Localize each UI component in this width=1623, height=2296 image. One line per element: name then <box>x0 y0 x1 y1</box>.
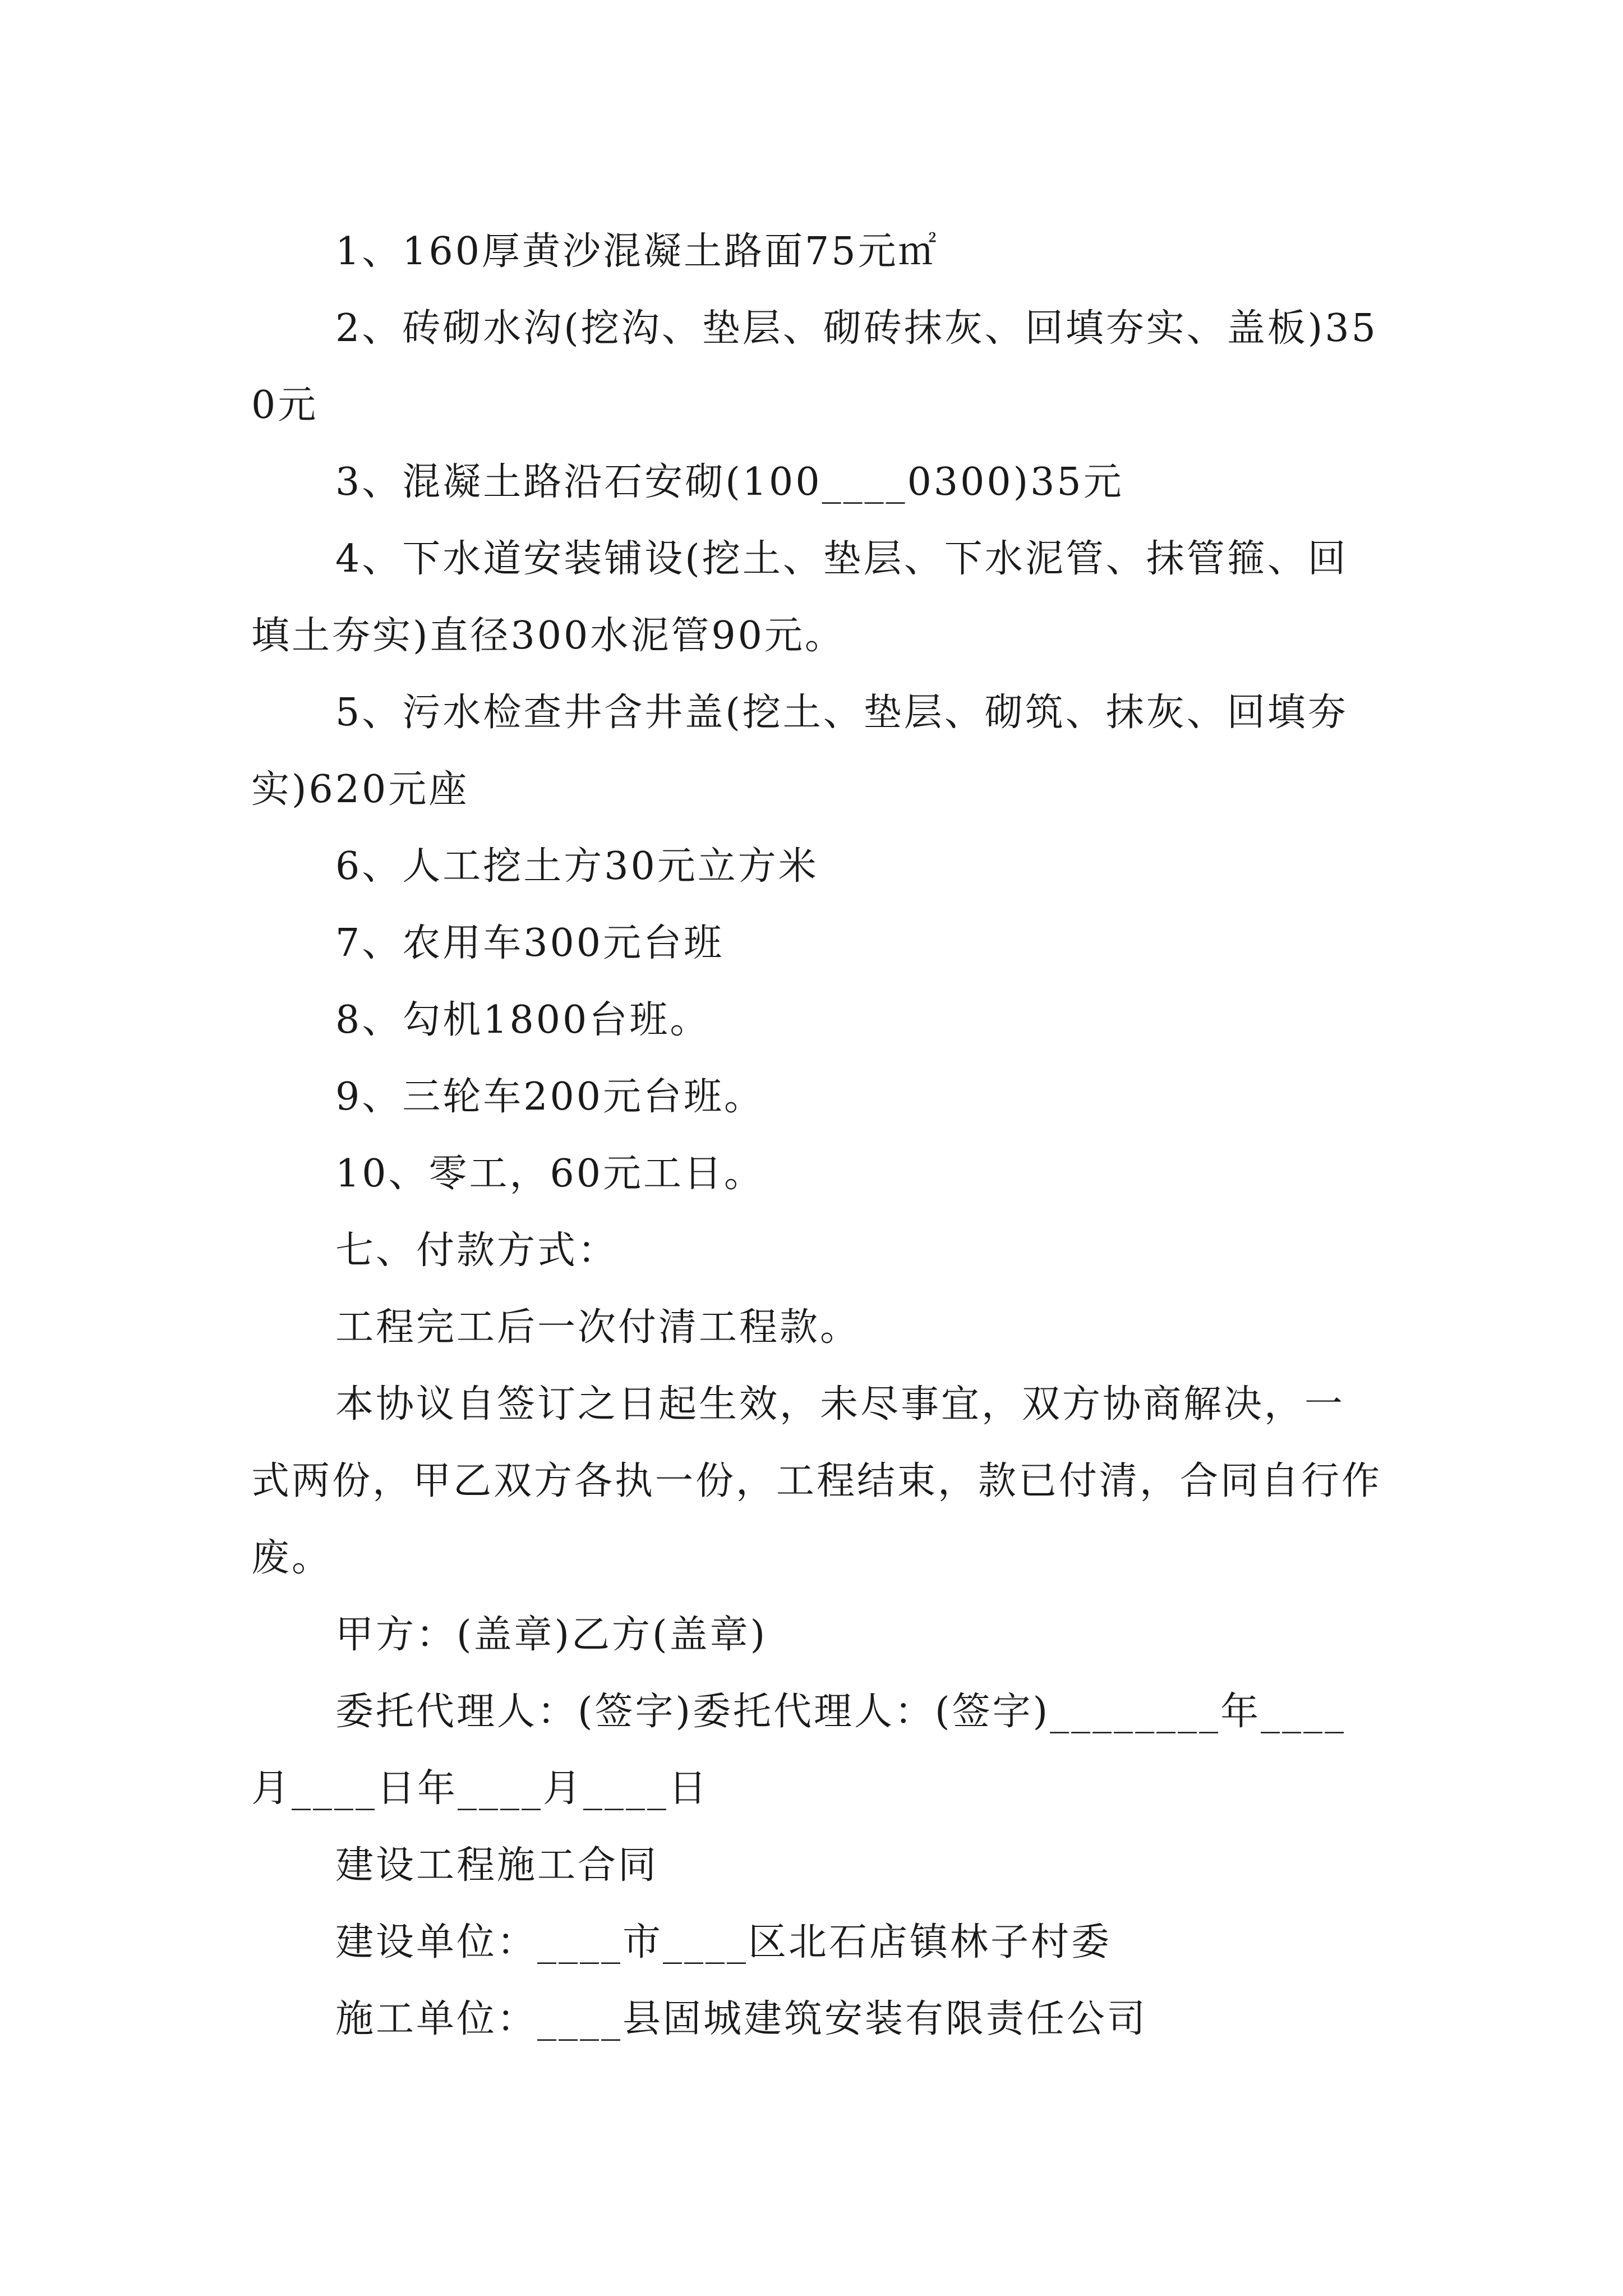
agreement-effect-paragraph: 本协议自签订之日起生效，未尽事宜，双方协商解决，一式两份，甲乙双方各执一份，工程结束，款已付清，合同自行作废。 <box>251 1382 1382 1580</box>
payment-heading: 七、付款方式： <box>335 1228 619 1273</box>
payment-terms-paragraph: 工程完工后一次付清工程款。 <box>335 1305 861 1350</box>
item-2-paragraph: 2、砖砌水沟(挖沟、垫层、砌砖抹灰、回填夯实、盖板)350元 <box>251 306 1378 427</box>
item-6-paragraph: 6、人工挖土方30元立方米 <box>335 844 819 889</box>
contract-title: 建设工程施工合同 <box>335 1843 659 1888</box>
agent-signature-date-line: 委托代理人：(签字)委托代理人：(签字)________年____月____日年____月____日 <box>251 1690 1347 1811</box>
item-5-paragraph: 5、污水检查井含井盖(挖土、垫层、砌筑、抹灰、回填夯实)620元座 <box>251 691 1348 812</box>
item-4-paragraph: 4、下水道安装铺设(挖土、垫层、下水泥管、抹管箍、回填土夯实)直径300水泥管90元。 <box>251 537 1348 658</box>
construction-owner-line: 建设单位：____市____区北石店镇林子村委 <box>335 1920 1112 1964</box>
document-body <box>251 213 1384 2058</box>
item-1-paragraph: 1、160厚黄沙混凝土路面75元㎡ <box>335 229 939 274</box>
item-9-paragraph: 9、三轮车200元台班。 <box>335 1075 765 1119</box>
item-10-paragraph: 10、零工，60元工日。 <box>335 1152 765 1196</box>
item-3-paragraph: 3、混凝土路沿石安砌(100____0300)35元 <box>335 460 1124 504</box>
item-8-paragraph: 8、勾机1800台班。 <box>335 998 711 1042</box>
item-7-paragraph: 7、农用车300元台班 <box>335 921 725 965</box>
party-seal-line: 甲方：(盖章)乙方(盖章) <box>335 1613 768 1657</box>
construction-contractor-line: 施工单位：____县固城建筑安装有限责任公司 <box>335 1997 1148 2041</box>
